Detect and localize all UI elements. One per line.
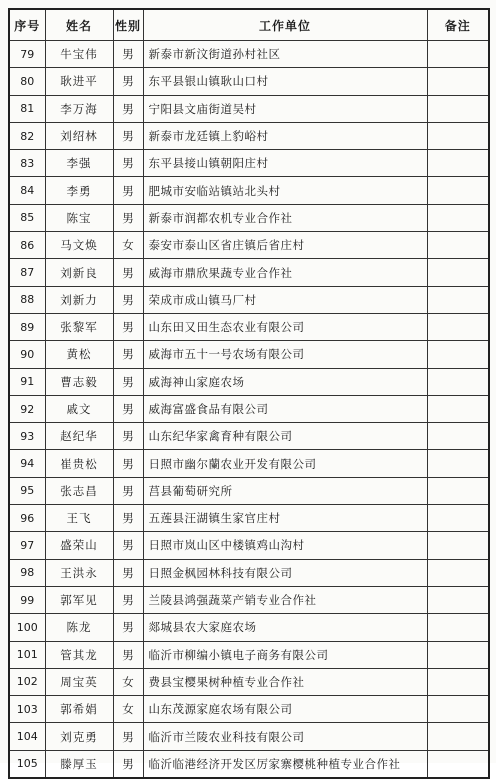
gender-cell: 男 [113,41,143,68]
remark-cell [427,750,489,778]
remark-cell [427,204,489,231]
person-name-cell: 刘新良 [45,259,113,286]
gender-cell: 男 [113,286,143,313]
row-number-cell: 83 [9,150,45,177]
gender-cell: 男 [113,477,143,504]
header-row [9,9,489,41]
person-name-cell: 李强 [45,150,113,177]
remark-cell [427,641,489,668]
row-number-cell: 94 [9,450,45,477]
gender-cell: 男 [113,614,143,641]
gender-cell: 男 [113,750,143,778]
work-unit-cell: 日照金枫园林科技有限公司 [143,559,427,586]
person-name-cell: 李勇 [45,177,113,204]
row-number-cell: 102 [9,668,45,695]
person-name-cell: 崔贵松 [45,450,113,477]
remark-cell [427,150,489,177]
row-number-cell: 98 [9,559,45,586]
person-name-cell: 耿进平 [45,68,113,95]
header-no: 序号 [9,9,45,41]
work-unit-cell: 威海富盛食品有限公司 [143,395,427,422]
gender-cell: 男 [113,341,143,368]
person-name-cell: 周宝英 [45,668,113,695]
row-number-cell: 86 [9,232,45,259]
work-unit-cell: 泰安市泰山区省庄镇后省庄村 [143,232,427,259]
gender-cell: 男 [113,395,143,422]
work-unit-cell: 日照市岚山区中楼镇鸡山沟村 [143,532,427,559]
person-name-cell: 黄松 [45,341,113,368]
table-row [9,150,489,177]
person-name-cell: 曹志毅 [45,368,113,395]
work-unit-cell: 威海市鼎欣果蔬专业合作社 [143,259,427,286]
table-row [9,668,489,695]
remark-cell [427,368,489,395]
work-unit-cell: 郯城县农大家庭农场 [143,614,427,641]
person-name-cell: 陈龙 [45,614,113,641]
gender-cell: 男 [113,68,143,95]
table-row [9,68,489,95]
remark-cell [427,286,489,313]
work-unit-cell: 东平县银山镇耿山口村 [143,68,427,95]
row-number-cell: 95 [9,477,45,504]
person-name-cell: 王飞 [45,505,113,532]
table-row [9,41,489,68]
table-row [9,423,489,450]
remark-cell [427,177,489,204]
work-unit-cell: 日照市幽尔蘭农业开发有限公司 [143,450,427,477]
table-row [9,122,489,149]
table-row [9,341,489,368]
remark-cell [427,232,489,259]
table-row [9,232,489,259]
gender-cell: 男 [113,586,143,613]
row-number-cell: 90 [9,341,45,368]
work-unit-cell: 肥城市安临站镇站北头村 [143,177,427,204]
gender-cell: 男 [113,259,143,286]
remark-cell [427,95,489,122]
row-number-cell: 92 [9,395,45,422]
remark-cell [427,450,489,477]
person-name-cell: 管其龙 [45,641,113,668]
gender-cell: 男 [113,150,143,177]
table-body [9,41,489,779]
work-unit-cell: 山东茂源家庭农场有限公司 [143,696,427,723]
gender-cell: 男 [113,559,143,586]
remark-cell [427,259,489,286]
gender-cell: 男 [113,723,143,750]
header-name: 姓名 [45,9,113,41]
person-name-cell: 王洪永 [45,559,113,586]
gender-cell: 男 [113,177,143,204]
row-number-cell: 99 [9,586,45,613]
table-row [9,532,489,559]
gender-cell: 女 [113,232,143,259]
work-unit-cell: 新泰市新汶街道孙村社区 [143,41,427,68]
row-number-cell: 85 [9,204,45,231]
work-unit-cell: 威海市五十一号农场有限公司 [143,341,427,368]
row-number-cell: 81 [9,95,45,122]
work-unit-cell: 五莲县汪湖镇生家官庄村 [143,505,427,532]
gender-cell: 男 [113,313,143,340]
work-unit-cell: 临沂市兰陵农业科技有限公司 [143,723,427,750]
table-row [9,505,489,532]
row-number-cell: 101 [9,641,45,668]
table-row [9,559,489,586]
remark-cell [427,586,489,613]
table-row [9,586,489,613]
header-note: 备注 [427,9,489,41]
person-name-cell: 郭军见 [45,586,113,613]
work-unit-cell: 临沂市柳编小镇电子商务有限公司 [143,641,427,668]
person-name-cell: 刘克勇 [45,723,113,750]
remark-cell [427,41,489,68]
person-name-cell: 刘新力 [45,286,113,313]
row-number-cell: 88 [9,286,45,313]
header-unit: 工作单位 [143,9,427,41]
row-number-cell: 82 [9,122,45,149]
table-row [9,204,489,231]
header-sex: 性别 [113,9,143,41]
row-number-cell: 96 [9,505,45,532]
table-row [9,313,489,340]
row-number-cell: 80 [9,68,45,95]
gender-cell: 女 [113,668,143,695]
remark-cell [427,395,489,422]
personnel-table [8,8,490,779]
person-name-cell: 牛宝伟 [45,41,113,68]
gender-cell: 女 [113,696,143,723]
remark-cell [427,68,489,95]
work-unit-cell: 宁阳县文庙街道吴村 [143,95,427,122]
person-name-cell: 戚文 [45,395,113,422]
row-number-cell: 89 [9,313,45,340]
table-row [9,450,489,477]
table-row [9,286,489,313]
row-number-cell: 105 [9,750,45,778]
gender-cell: 男 [113,368,143,395]
remark-cell [427,723,489,750]
gender-cell: 男 [113,641,143,668]
row-number-cell: 84 [9,177,45,204]
row-number-cell: 104 [9,723,45,750]
gender-cell: 男 [113,450,143,477]
row-number-cell: 91 [9,368,45,395]
person-name-cell: 刘绍林 [45,122,113,149]
remark-cell [427,532,489,559]
gender-cell: 男 [113,505,143,532]
remark-cell [427,505,489,532]
table-row [9,177,489,204]
person-name-cell: 马文焕 [45,232,113,259]
table-row [9,477,489,504]
table-row [9,723,489,750]
person-name-cell: 李万海 [45,95,113,122]
remark-cell [427,122,489,149]
table-row [9,95,489,122]
work-unit-cell: 东平县接山镇朝阳庄村 [143,150,427,177]
work-unit-cell: 山东田又田生态农业有限公司 [143,313,427,340]
work-unit-cell: 新泰市润都农机专业合作社 [143,204,427,231]
person-name-cell: 陈宝 [45,204,113,231]
remark-cell [427,696,489,723]
remark-cell [427,614,489,641]
table-row [9,368,489,395]
work-unit-cell: 兰陵县鸿强蔬菜产销专业合作社 [143,586,427,613]
person-name-cell: 滕厚玉 [45,750,113,778]
gender-cell: 男 [113,204,143,231]
row-number-cell: 103 [9,696,45,723]
work-unit-cell: 新泰市龙廷镇上豹峪村 [143,122,427,149]
row-number-cell: 100 [9,614,45,641]
work-unit-cell: 山东纪华家禽育种有限公司 [143,423,427,450]
table-row [9,750,489,778]
table-row [9,614,489,641]
table-header [9,9,489,41]
remark-cell [427,668,489,695]
gender-cell: 男 [113,423,143,450]
person-name-cell: 张黎军 [45,313,113,340]
remark-cell [427,341,489,368]
work-unit-cell: 费县宝樱果树种植专业合作社 [143,668,427,695]
work-unit-cell: 临沂临港经济开发区厉家寨樱桃种植专业合作社 [143,750,427,778]
row-number-cell: 93 [9,423,45,450]
work-unit-cell: 荣成市成山镇马厂村 [143,286,427,313]
work-unit-cell: 莒县葡萄研究所 [143,477,427,504]
work-unit-cell: 威海神山家庭农场 [143,368,427,395]
gender-cell: 男 [113,532,143,559]
person-name-cell: 张志昌 [45,477,113,504]
row-number-cell: 97 [9,532,45,559]
row-number-cell: 87 [9,259,45,286]
table-row [9,641,489,668]
person-name-cell: 赵纪华 [45,423,113,450]
remark-cell [427,559,489,586]
remark-cell [427,313,489,340]
table-row [9,696,489,723]
gender-cell: 男 [113,95,143,122]
row-number-cell: 79 [9,41,45,68]
remark-cell [427,477,489,504]
remark-cell [427,423,489,450]
table-row [9,395,489,422]
table-row [9,259,489,286]
person-name-cell: 郭希娟 [45,696,113,723]
person-name-cell: 盛荣山 [45,532,113,559]
gender-cell: 男 [113,122,143,149]
